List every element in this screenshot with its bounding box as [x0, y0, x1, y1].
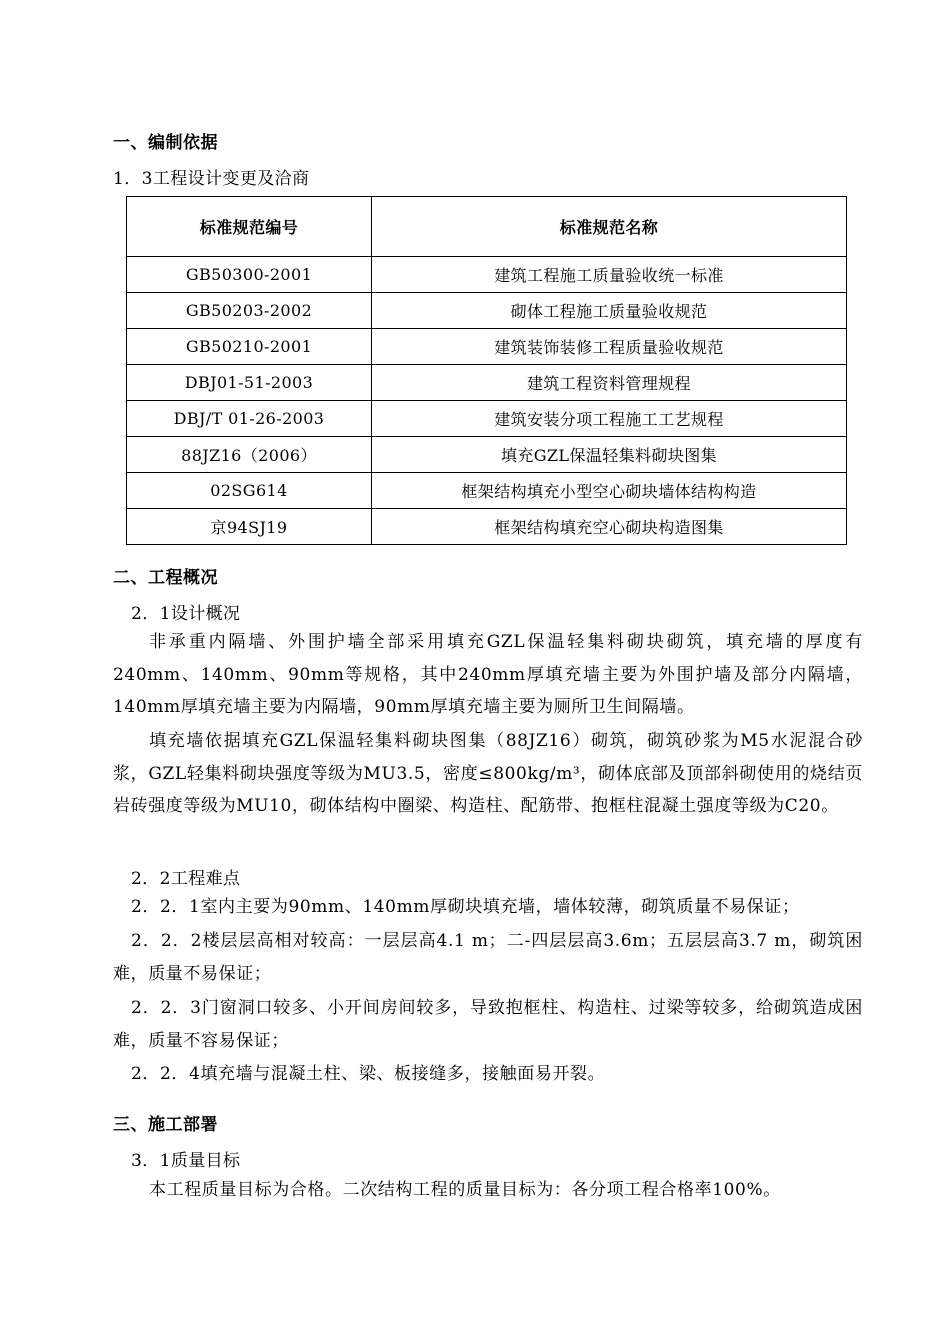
standard-name-cell: 建筑装饰装修工程质量验收规范 — [372, 329, 847, 365]
standard-name-cell: 建筑工程施工质量验收统一标准 — [372, 257, 847, 293]
difficulty-item-4: 2．2．4填充墙与混凝土柱、梁、板接缝多，接触面易开裂。 — [131, 1064, 606, 1084]
standard-name-cell: 框架结构填充空心砌块构造图集 — [372, 509, 847, 545]
standard-code-cell: 02SG614 — [127, 473, 372, 509]
standards-table — [126, 196, 847, 545]
table-row — [127, 365, 847, 401]
quality-target-paragraph: 本工程质量目标为合格。二次结构工程的质量目标为：各分项工程合格率100%。 — [149, 1180, 781, 1200]
standard-code-cell: 88JZ16（2006） — [127, 437, 372, 473]
section-2-2-subheading: 2．2工程难点 — [131, 869, 241, 889]
standard-name-cell: 填充GZL保温轻集料砌块图集 — [372, 437, 847, 473]
standard-code-cell: 京94SJ19 — [127, 509, 372, 545]
table-row — [127, 329, 847, 365]
table-header-row — [127, 197, 847, 257]
column-header-name: 标准规范名称 — [372, 197, 847, 257]
table-row — [127, 257, 847, 293]
design-overview-paragraph-1: 非承重内隔墙、外围护墙全部采用填充GZL保温轻集料砌块砌筑，填充墙的厚度有240mm、140mm、90mm等规格，其中240mm厚填充墙主要为外围护墙及部分内隔墙，140mm厚填充墙主要为内隔墙，90mm厚填充墙主要为厕所卫生间隔墙。 — [113, 632, 863, 717]
difficulty-item-3: 2．2．3门窗洞口较多、小开间房间较多，导致抱框柱、构造柱、过梁等较多，给砌筑造成困难，质量不容易保证； — [113, 998, 863, 1051]
standard-name-cell: 建筑安装分项工程施工工艺规程 — [372, 401, 847, 437]
standard-code-cell: DBJ01-51-2003 — [127, 365, 372, 401]
standard-code-cell: GB50300-2001 — [127, 257, 372, 293]
table-row — [127, 293, 847, 329]
standard-name-cell: 砌体工程施工质量验收规范 — [372, 293, 847, 329]
standard-code-cell: DBJ/T 01-26-2003 — [127, 401, 372, 437]
design-overview-paragraph-2: 填充墙依据填充GZL保温轻集料砌块图集（88JZ16）砌筑，砌筑砂浆为M5水泥混合砂浆，GZL轻集料砌块强度等级为MU3.5，密度≤800kg/m³，砌体底部及顶部斜砌使用的烧结页岩砖强度等级为MU10，砌体结构中圈梁、构造柱、配筋带、抱框柱混凝土强度等级为C20。 — [113, 731, 863, 816]
table-row — [127, 473, 847, 509]
difficulty-item-1: 2．2．1室内主要为90mm、140mm厚砌块填充墙，墙体较薄，砌筑质量不易保证； — [131, 897, 800, 917]
column-header-code: 标准规范编号 — [127, 197, 372, 257]
section-3-heading: 三、施工部署 — [113, 1115, 218, 1135]
section-3-1-subheading: 3．1质量目标 — [131, 1151, 241, 1171]
difficulty-item-2: 2．2．2楼层层高相对较高：一层层高4.1 m；二-四层层高3.6m；五层层高3.7 m，砌筑困难，质量不易保证； — [113, 931, 863, 984]
section-1-heading: 一、编制依据 — [113, 133, 218, 153]
section-2-heading: 二、工程概况 — [113, 568, 218, 588]
section-2-1-subheading: 2．1设计概况 — [131, 604, 241, 624]
standard-code-cell: GB50210-2001 — [127, 329, 372, 365]
standard-name-cell: 建筑工程资料管理规程 — [372, 365, 847, 401]
table-row — [127, 437, 847, 473]
table-row — [127, 509, 847, 545]
standard-name-cell: 框架结构填充小型空心砌块墙体结构构造 — [372, 473, 847, 509]
standard-code-cell: GB50203-2002 — [127, 293, 372, 329]
table-row — [127, 401, 847, 437]
section-1-3-subheading: 1．3工程设计变更及洽商 — [113, 169, 310, 189]
